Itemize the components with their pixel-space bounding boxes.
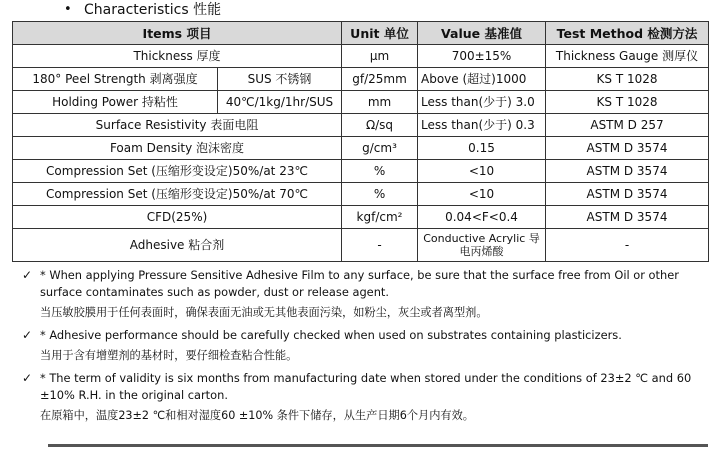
note-english-text: * Adhesive performance should be carefully checked when used on substrates containing plasticizers. [40, 328, 622, 342]
value-cell: Less than(少于) 0.3 [418, 114, 546, 137]
method-cell: KS T 1028 [546, 68, 709, 91]
unit-cell: - [342, 229, 418, 262]
table-row [13, 137, 709, 160]
value-cell: <10 [418, 160, 546, 183]
item-cell: Surface Resistivity 表面电阻 [13, 114, 342, 137]
table-row [13, 114, 709, 137]
characteristics-table [12, 21, 709, 262]
header-value: Value 基准值 [418, 22, 546, 45]
note-item [20, 370, 700, 424]
checkmark-icon: ✓ [22, 328, 33, 342]
item-cell: 180° Peel Strength 剥离强度 [13, 68, 218, 91]
method-cell: ASTM D 3574 [546, 183, 709, 206]
item-cell: Thickness 厚度 [13, 45, 342, 68]
unit-cell: Ω/sq [342, 114, 418, 137]
header-test-method: Test Method 检测方法 [546, 22, 709, 45]
header-unit: Unit 单位 [342, 22, 418, 45]
item-cell: Foam Density 泡沫密度 [13, 137, 342, 160]
item-cell: Holding Power 持粘性 [13, 91, 218, 114]
note-english-text: * The term of validity is six months from manufacturing date when stored under the conditions of 23±2 ℃ and 60 ±10% R.H. in the original carton. [40, 371, 692, 402]
sub-item-cell: 40℃/1kg/1hr/SUS [218, 91, 342, 114]
unit-cell: % [342, 160, 418, 183]
header-items: Items 项目 [13, 22, 342, 45]
checkmark-icon: ✓ [22, 371, 33, 385]
note-english-text: * When applying Pressure Sensitive Adhesive Film to any surface, be sure that the surface free from Oil or other surface contaminates such as powder, dust or release agent. [40, 268, 679, 299]
table-row [13, 229, 709, 262]
section-title: Characteristics 性能 [84, 2, 222, 18]
notes-section [20, 267, 700, 430]
method-cell: - [546, 229, 709, 262]
unit-cell: kgf/cm² [342, 206, 418, 229]
note-chinese-text: 当用于含有增塑剂的基材时，要仔细检查粘合性能。 [40, 349, 298, 362]
unit-cell: % [342, 183, 418, 206]
checkmark-icon: ✓ [22, 268, 33, 282]
method-cell: ASTM D 3574 [546, 137, 709, 160]
method-cell: KS T 1028 [546, 91, 709, 114]
note-chinese-text: 当压敏胶膜用于任何表面时，确保表面无油或无其他表面污染，如粉尘，灰尘或者离型剂。 [40, 306, 488, 319]
table-row [13, 45, 709, 68]
value-cell: 700±15% [418, 45, 546, 68]
table-row [13, 183, 709, 206]
value-cell: Conductive Acrylic 导电丙烯酸 [418, 229, 546, 262]
unit-cell: gf/25mm [342, 68, 418, 91]
note-item [20, 327, 700, 364]
note-chinese-text: 在原箱中，温度23±2 ℃和相对湿度60 ±10% 条件下储存，从生产日期6个月内有效。 [40, 409, 474, 422]
table-row [13, 206, 709, 229]
item-cell: Compression Set (压缩形变设定)50%/at 23℃ [13, 160, 342, 183]
bullet-icon: • [64, 2, 72, 17]
value-cell: Above (超过)1000 [418, 68, 546, 91]
unit-cell: mm [342, 91, 418, 114]
value-cell: 0.15 [418, 137, 546, 160]
table-header-row [13, 22, 709, 45]
value-cell: Less than(少于) 3.0 [418, 91, 546, 114]
value-cell: <10 [418, 183, 546, 206]
item-cell: Adhesive 粘合剂 [13, 229, 342, 262]
item-cell: CFD(25%) [13, 206, 342, 229]
unit-cell: g/cm³ [342, 137, 418, 160]
value-cell: 0.04<F<0.4 [418, 206, 546, 229]
table-row [13, 160, 709, 183]
method-cell: ASTM D 3574 [546, 160, 709, 183]
note-item [20, 267, 700, 321]
table-row [13, 91, 709, 114]
method-cell: ASTM D 257 [546, 114, 709, 137]
table-row [13, 68, 709, 91]
method-cell: ASTM D 3574 [546, 206, 709, 229]
method-cell: Thickness Gauge 测厚仪 [546, 45, 709, 68]
sub-item-cell: SUS 不锈钢 [218, 68, 342, 91]
bottom-divider [48, 444, 708, 447]
unit-cell: μm [342, 45, 418, 68]
item-cell: Compression Set (压缩形变设定)50%/at 70℃ [13, 183, 342, 206]
